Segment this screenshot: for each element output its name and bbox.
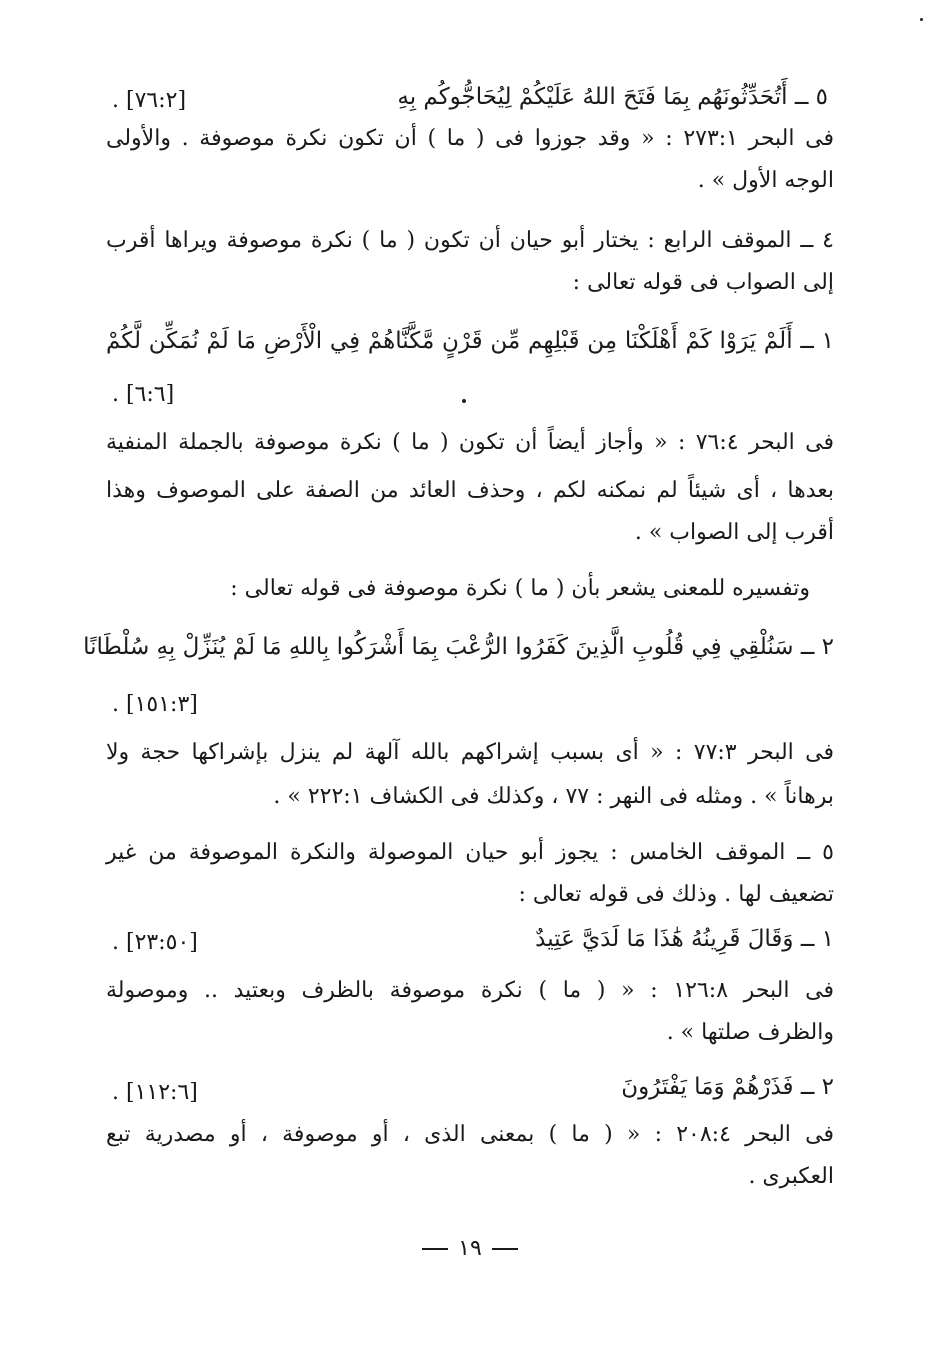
page-number	[0, 1234, 940, 1264]
text-line: الوجه الأول » .	[697, 168, 834, 193]
verse-reference: [١٥١:٣] .	[112, 692, 198, 717]
quran-verse: ١ ــ وَقَالَ قَرِينُهُ هَٰذَا مَا لَدَيَّ عَتِيدٌ	[535, 926, 834, 952]
text-line: فى البحر ٧٧:٣ : « أى بسبب إشراكهم بالله آلهة لم ينزل بإشراكها حجة ولا	[106, 740, 834, 765]
page-number-text: ١٩	[458, 1236, 482, 1261]
quran-verse: ٢ ــ سَنُلْقِي فِي قُلُوبِ الَّذِينَ كَفَرُوا الرُّعْبَ بِمَا أَشْرَكُوا بِاللهِ مَا لَمْ يُنَزِّلْ بِهِ سُلْطَانًا	[83, 634, 834, 660]
quran-verse: ٢ ــ فَذَرْهُمْ وَمَا يَفْتَرُونَ	[621, 1074, 834, 1100]
dash-left	[422, 1248, 448, 1250]
text-line: العكبرى .	[748, 1164, 834, 1189]
text-line: إلى الصواب فى قوله تعالى :	[572, 270, 834, 295]
verse-reference: [٧٦:٢] .	[112, 88, 187, 113]
speck	[462, 399, 466, 403]
verse-reference: [١١٢:٦] .	[112, 1080, 198, 1105]
text-line: أقرب إلى الصواب » .	[634, 520, 834, 545]
text-line: والظرف صلتها » .	[666, 1020, 834, 1045]
verse-reference: [٦:٦] .	[112, 382, 175, 407]
paragraph-heading-line: ٥ ــ الموقف الخامس : يجوز أبو حيان الموصولة والنكرة الموصوفة من غير	[106, 840, 834, 865]
text-line: تضعيف لها . وذلك فى قوله تعالى :	[518, 882, 834, 907]
text-line: فى البحر ١٢٦:٨ : « ( ما ) نكرة موصوفة بالظرف وبعتيد .. وموصولة	[106, 978, 834, 1003]
speck	[920, 18, 923, 21]
dash-right	[492, 1248, 518, 1250]
text-line: فى البحر ٢٧٣:١ : « وقد جوزوا فى ( ما ) أن تكون نكرة موصوفة . والأولى	[106, 126, 834, 151]
text-line: برهاناً » . ومثله فى النهر : ٧٧ ، وكذلك فى الكشاف ٢٢٢:١ » .	[273, 784, 834, 809]
text-line: فى البحر ٧٦:٤ : « وأجاز أيضاً أن تكون ( ما ) نكرة موصوفة بالجملة المنفية	[106, 430, 834, 455]
quran-verse: ١ ــ أَلَمْ يَرَوْا كَمْ أَهْلَكْنَا مِن قَبْلِهِم مِّن قَرْنٍ مَّكَّنَّاهُمْ فِي الْأَرْضِ مَا لَمْ نُمَكِّن لَّكُمْ	[106, 328, 834, 354]
verse-reference: [٢٣:٥٠] .	[112, 930, 198, 955]
text-line: فى البحر ٢٠٨:٤ : « ( ما ) بمعنى الذى ، أو موصوفة ، أو مصدرية تبع	[106, 1122, 834, 1147]
text-line: وتفسيره للمعنى يشعر بأن ( ما ) نكرة موصوفة فى قوله تعالى :	[230, 576, 810, 601]
text-line: بعدها ، أى شيئاً لم نمكنه لكم ، وحذف العائد من الصفة على الموصوف وهذا	[106, 478, 834, 503]
paragraph-heading-line: ٤ ــ الموقف الرابع : يختار أبو حيان أن تكون ( ما ) نكرة موصوفة ويراها أقرب	[106, 228, 834, 253]
quran-verse: ٥ ــ أَتُحَدِّثُونَهُم بِمَا فَتَحَ اللهُ عَلَيْكُمْ لِيُحَاجُّوكُم بِهِ	[397, 84, 828, 110]
